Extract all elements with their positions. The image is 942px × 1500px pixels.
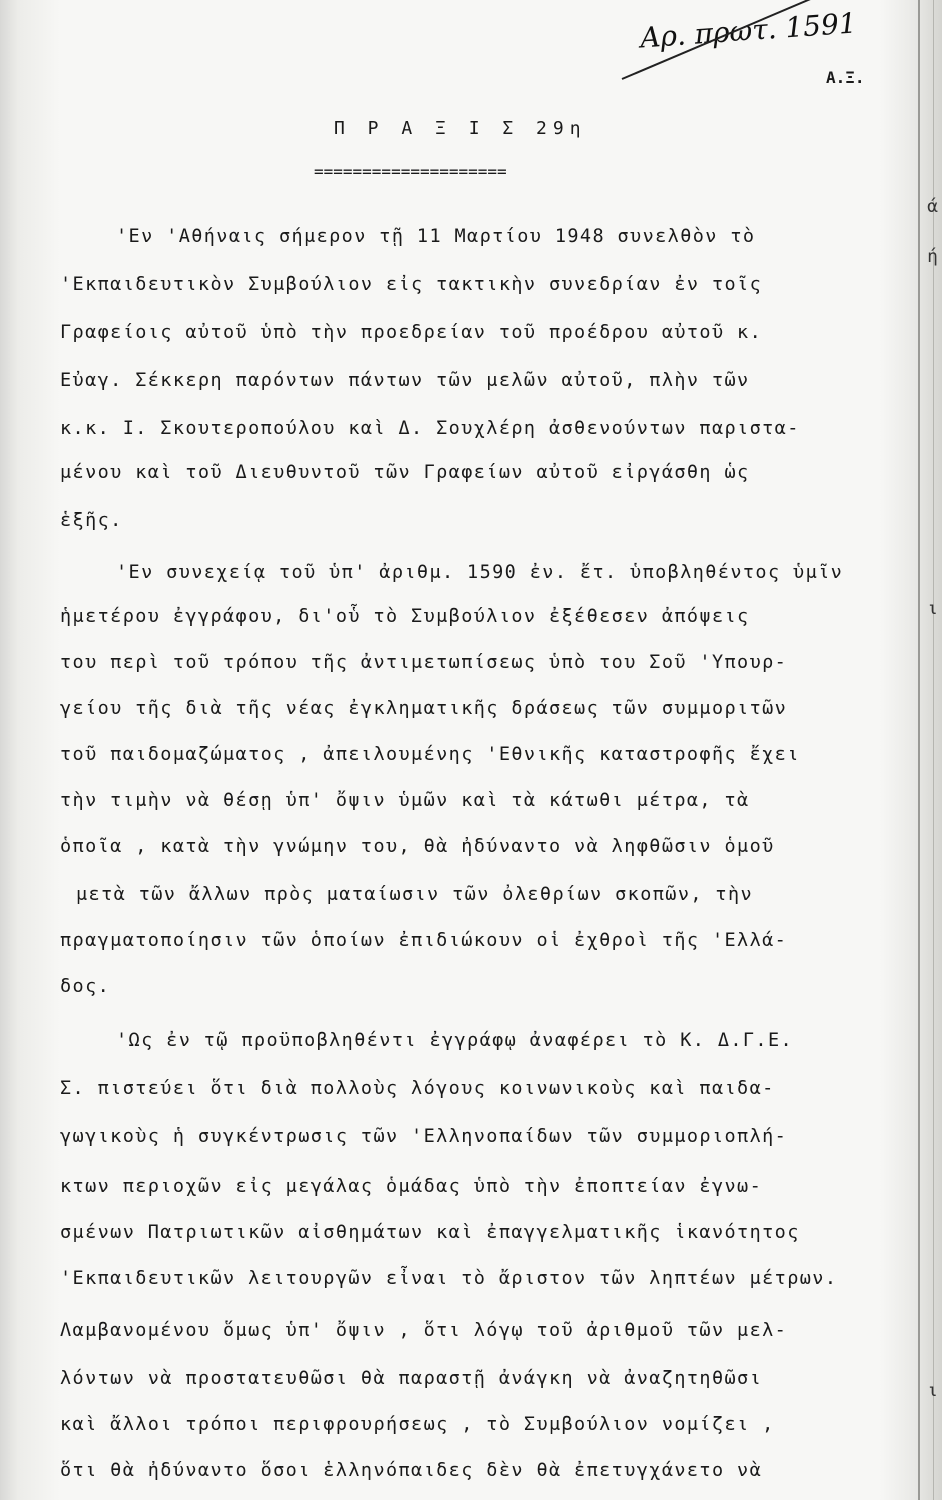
text-line: ἡμετέρου ἐγγράφου, δι'οὗ τὸ Συμβούλιον ἐξέθεσεν ἀπόψεις — [60, 606, 750, 627]
text-line: 'Εκπαιδευτικὸν Συμβούλιον εἰς τακτικὴν συνεδρίαν ἐν τοῖς — [60, 274, 763, 295]
title-rule: ==================== — [314, 162, 507, 181]
text-line: Λαμβανομένου ὅμως ὑπ' ὄψιν , ὅτι λόγῳ τοῦ ἀριθμοῦ τῶν μελ- — [60, 1320, 788, 1341]
margin-mark: ά — [927, 196, 938, 217]
text-line: γείου τῆς διὰ τῆς νέας ἐγκληματικῆς δράσεως τῶν συμμοριτῶν — [60, 698, 788, 719]
text-line: μένου καὶ τοῦ Διευθυντοῦ τῶν Γραφείων αὐτοῦ εἰργάσθη ὡς — [60, 462, 750, 483]
text-line: κ.κ. Ι. Σκουτεροπούλου καὶ Δ. Σουχλέρη ἀσθενούντων παριστα- — [60, 418, 800, 439]
text-line: τὴν τιμὴν νὰ θέσῃ ὑπ' ὄψιν ὑμῶν καὶ τὰ κάτωθι μέτρα, τὰ — [60, 790, 750, 811]
text-line: 'Ως ἐν τῷ προϋποβληθέντι ἐγγράφῳ ἀναφέρει τὸ Κ. Δ.Γ.Ε. — [116, 1030, 794, 1051]
text-line: καὶ ἄλλοι τρόποι περιφρουρήσεως , τὸ Συμβούλιον νομίζει , — [60, 1414, 775, 1435]
text-line: Σ. πιστεύει ὅτι διὰ πολλοὺς λόγους κοινωνικοὺς καὶ παιδα- — [60, 1078, 775, 1099]
text-line: 'Εν 'Αθήναις σήμερον τῇ 11 Μαρτίου 1948 συνελθὸν τὸ — [116, 226, 756, 247]
text-line: Γραφείοις αὐτοῦ ὑπὸ τὴν προεδρείαν τοῦ προέδρου αὐτοῦ κ. — [60, 322, 763, 343]
margin-mark: ι — [927, 1380, 938, 1401]
text-line: δος. — [60, 976, 111, 997]
corner-initials: Α.Ξ. — [826, 68, 865, 87]
text-line: μετὰ τῶν ἄλλων πρὸς ματαίωσιν τῶν ὀλεθρίων σκοπῶν, τὴν — [76, 884, 754, 905]
document-title: Π Ρ Α Ξ Ι Σ 29η — [334, 118, 587, 139]
text-line: Εὐαγ. Σέκκερη παρόντων πάντων τῶν μελῶν αὐτοῦ, πλὴν τῶν — [60, 370, 750, 391]
text-line: του περὶ τοῦ τρόπου τῆς ἀντιμετωπίσεως ὑπὸ του Σοῦ 'Υπουρ- — [60, 652, 788, 673]
text-line: ὁποῖα , κατὰ τὴν γνώμην του, θὰ ἠδύναντο νὰ ληφθῶσιν ὁμοῦ — [60, 836, 775, 857]
margin-mark: ή — [927, 246, 938, 267]
binding-edge — [918, 0, 920, 1500]
text-line: ὅτι θὰ ἠδύναντο ὅσοι ἑλληνόπαιδες δὲν θὰ ἐπετυγχάνετο νὰ — [60, 1460, 763, 1481]
text-line: ἑξῆς. — [60, 510, 123, 531]
text-line: γωγικοὺς ἡ συγκέντρωσις τῶν 'Ελληνοπαίδων τῶν συμμοριοπλή- — [60, 1126, 788, 1147]
text-line: 'Εν συνεχείᾳ τοῦ ὑπ' ἀριθμ. 1590 ἐν. ἔτ. ὑποβληθέντος ὑμῖν — [116, 562, 844, 583]
text-line: πραγματοποίησιν τῶν ὁποίων ἐπιδιώκουν οἱ ἐχθροὶ τῆς 'Ελλά- — [60, 930, 788, 951]
protocol-number: Αρ. πρωτ. 1591 — [639, 6, 858, 55]
text-line: 'Εκπαιδευτικῶν λειτουργῶν εἶναι τὸ ἄριστον τῶν ληπτέων μέτρων. — [60, 1268, 838, 1289]
text-line: τοῦ παιδομαζώματος , ἀπειλουμένης 'Εθνικῆς καταστροφῆς ἔχει — [60, 744, 800, 765]
text-line: σμένων Πατριωτικῶν αἰσθημάτων καὶ ἐπαγγελματικῆς ἱκανότητος — [60, 1222, 800, 1243]
binding-edge-outer — [933, 0, 934, 1500]
margin-mark: ι — [927, 598, 938, 619]
text-line: λόντων νὰ προστατευθῶσι θὰ παραστῇ ἀνάγκη νὰ ἀναζητηθῶσι — [60, 1368, 763, 1389]
text-line: κτων περιοχῶν εἰς μεγάλας ὁμάδας ὑπὸ τὴν ἐποπτείαν ἐγνω- — [60, 1176, 763, 1197]
